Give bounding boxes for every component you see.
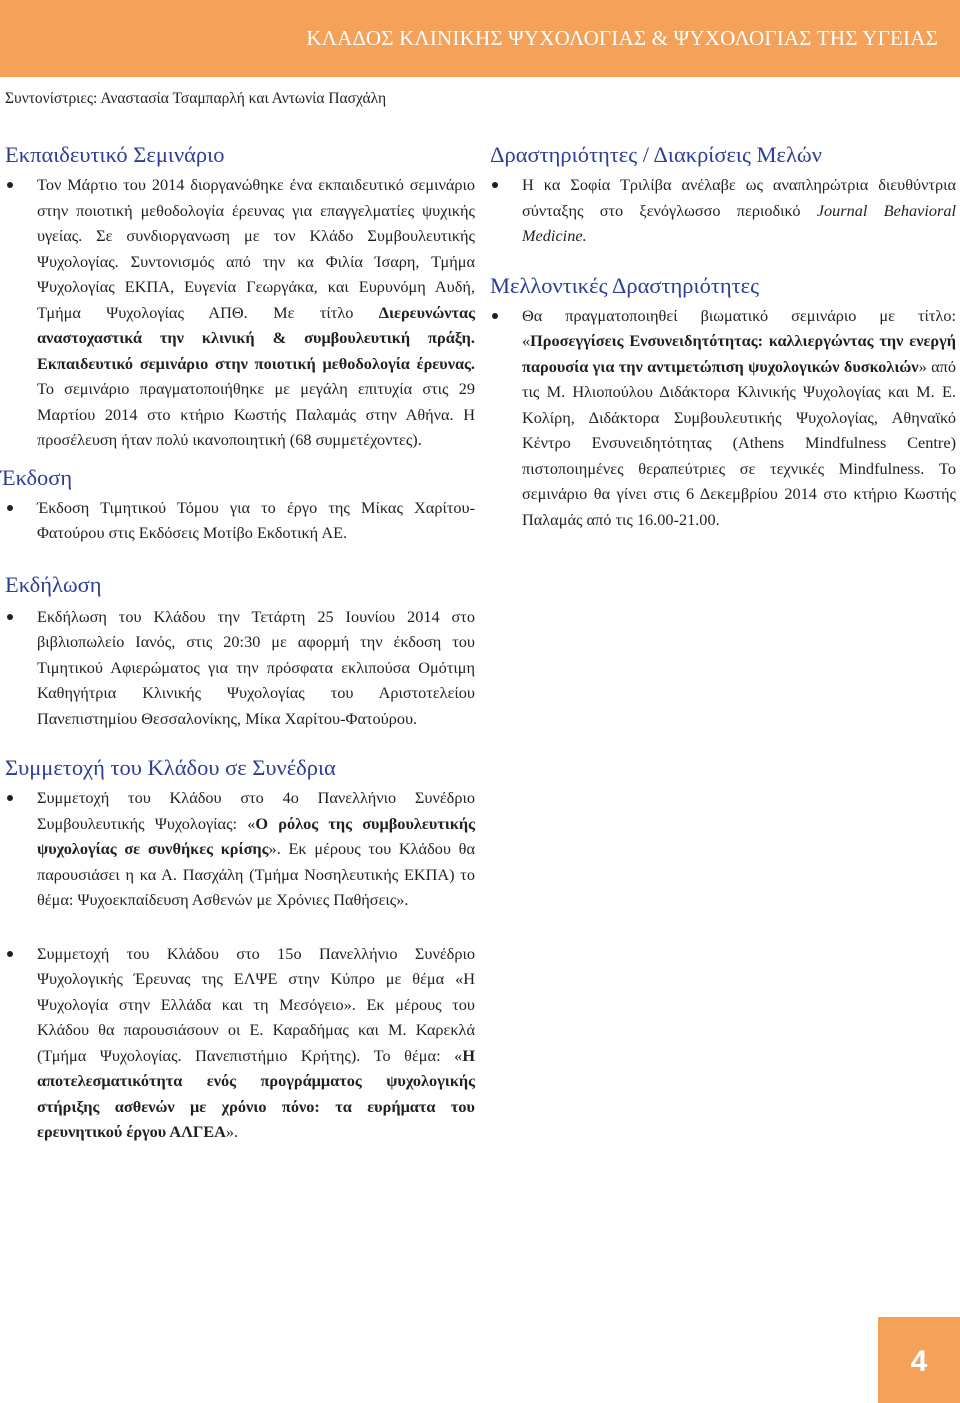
event-title: Εκδήλωση [5, 571, 102, 597]
activities-title: Δραστηριότητες / Διακρίσεις Μελών [490, 142, 822, 167]
seminar-section [5, 140, 475, 453]
future-text: Θα πραγματοποιηθεί βιωματικό σεμινάριο με τίτλο: «Προσεγγίσεις Ενσυνειδητότητας: καλλιεργώντας την ενεργή παρουσία για την αντιμετώπιση ψυχολογικών δυσκολιών» από τις Μ. Ηλιοπούλου Διδάκτορα Κλινικής Ψυχολογίας και Μ. Ε. Κολίρη, Διδάκτορα Συμβουλευτικής Ψυχολογίας, Αθηναϊκό Κέντρο Ενσυνειδητότητας (Athens Mindfulness Centre) πιστοποιημένες θεραπεύτριες σε τεχνικές Mindfulness. Το σεμινάριο θα γίνει στις 6 Δεκεμβρίου 2014 στο κτήριο Κωστής Παλαμάς από τις 16.00-21.00. [490, 303, 956, 533]
future-section [490, 271, 956, 533]
publication-title: Έκδοση [0, 464, 73, 490]
event-section [5, 570, 475, 732]
conference-item-1: Συμμετοχή του Κλάδου στο 4ο Πανελλήνιο Συνέδριο Συμβουλευτικής Ψυχολογίας: «Ο ρόλος της συμβουλευτικής ψυχολογίας σε συνθήκες κρίσης». Εκ μέρους του Κλάδου θα παρουσιάσει η κα Α. Πασχάλη (Τμήμα Νοσηλευτικής ΕΚΠΑ) το θέμα: Ψυχοεκπαίδευση Ασθενών με Χρόνιες Παθήσεις». [5, 785, 475, 913]
coordinators-line: Συντονίστριες: Αναστασία Τσαμπαρλή και Αντωνία Πασχάλη [5, 90, 387, 107]
conferences-title: Συμμετοχή του Κλάδου σε Συνέδρια [5, 755, 336, 780]
publication-section [0, 463, 475, 546]
seminar-text: Τον Μάρτιο του 2014 διοργανώθηκε ένα εκπαιδευτικό σεμινάριο στην ποιοτική μεθοδολογία έρευνας για επαγγελματίες ψυχικής υγείας. Σε συνδιοργανωση με τον Κλάδο Συμβουλευτικής Ψυχολογίας. Συντονισμός από την κα Φιλία Ίσαρη, Τμήμα Ψυχολογίας ΕΚΠΑ, Ευγενία Γεωργάκα, και Ευρυνόμη Αυδή, Τμήμα Ψυχολογίας ΑΠΘ. Με τίτλο Διερευνώντας αναστοχαστικά την κλινική & συμβουλευτική πράξη. Εκπαιδευτικό σεμινάριο στην ποιοτική μεθοδολογία έρευνας. Το σεμινάριο πραγματοποιήθηκε με μεγάλη επιτυχία στις 29 Μαρτίου 2014 στο κτήριο Κωστής Παλαμάς στην Αθήνα. Η προσέλευση ήταν πολύ ικανοποιητική (68 συμμετέχοντες). [5, 172, 475, 453]
activities-text: Η κα Σοφία Τριλίβα ανέλαβε ως αναπληρώτρια διευθύντρια σύνταξης στο ξενόγλωσσο περιοδικό Journal Behavioral Medicine. [490, 172, 956, 249]
bullet-icon [7, 795, 13, 801]
event-text: Εκδήλωση του Κλάδου την Τετάρτη 25 Ιουνίου 2014 στο βιβλιοπωλείο Ιανός, στις 20:30 με αφορμή την έκδοση του Τιμητικού Αφιερώματος για την πρόσφατα εκλιπούσα Ομότιμη Καθηγήτρια Κλινικής Ψυχολογίας του Αριστοτελείου Πανεπιστημίου Θεσσαλονίκης, Μίκα Χαρίτου-Φατούρου. [5, 604, 475, 732]
future-title: Μελλοντικές Δραστηριότητες [490, 272, 760, 298]
bullet-icon [492, 182, 498, 188]
page-number: 4 [910, 1345, 928, 1378]
header-bar [0, 0, 960, 77]
bullet-icon [492, 313, 498, 319]
activities-section [490, 140, 956, 249]
left-column [0, 140, 476, 1145]
right-column [490, 140, 956, 532]
page-number-box [878, 1317, 960, 1403]
bullet-icon [7, 951, 13, 957]
bullet-icon [7, 182, 13, 188]
header-title: ΚΛΑΔΟΣ ΚΛΙΝΙΚΗΣ ΨΥΧΟΛΟΓΙΑΣ & ΨΥΧΟΛΟΓΙΑΣ ΤΗΣ ΥΓΕΙΑΣ [306, 26, 938, 50]
bullet-icon [7, 505, 13, 511]
seminar-title: Εκπαιδευτικό Σεμινάριο [5, 142, 225, 167]
conference-item-2: Συμμετοχή του Κλάδου στο 15ο Πανελλήνιο Συνέδριο Ψυχολογικής Έρευνας της ΕΛΨΕ στην Κύπρο με θέμα «Η Ψυχολογία στην Ελλάδα και τη Μεσόγειο». Εκ μέρους του Κλάδου θα παρουσιάσουν οι Ε. Καραδήμας και Μ. Καρεκλά (Τμήμα Ψυχολογίας. Πανεπιστήμιο Κρήτης). Το θέμα: «Η αποτελεσματικότητα ενός προγράμματος ψυχολογικής στήριξης ασθενών με χρόνιο πόνο: τα ευρήματα του ερευνητικού έργου ΑΛΓΕΑ». [5, 941, 475, 1145]
publication-text: Έκδοση Τιμητικού Τόμου για το έργο της Μίκας Χαρίτου-Φατούρου στις Εκδόσεις Μοτίβο Εκδοτική ΑΕ. [5, 495, 475, 546]
bullet-icon [7, 614, 13, 620]
conferences-section [5, 753, 475, 1145]
